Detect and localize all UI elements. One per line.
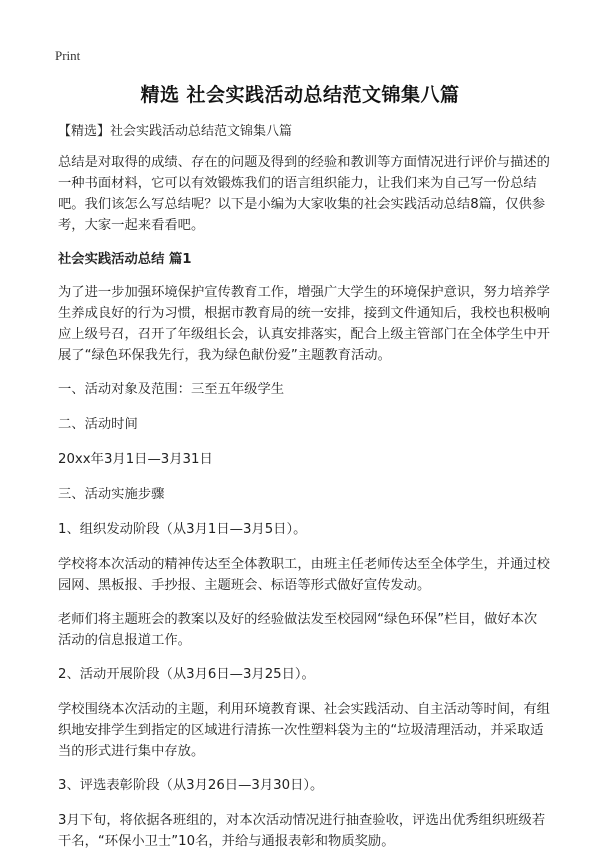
step-3: 3、评选表彰阶段（从3月26日—3月30日）。	[58, 778, 324, 793]
paragraph-5: 3月下旬，将依据各班组的，对本次活动情况进行抽查验收，评选出优秀组织班级若干名，“环保小卫士”10名，并给与通报表彰和物质奖励。	[58, 813, 546, 849]
item-activity-time: 二、活动时间	[58, 417, 138, 432]
step-2: 2、活动开展阶段（从3月6日—3月25日）。	[58, 667, 315, 682]
section-heading: 社会实践活动总结 篇1	[58, 252, 192, 267]
paragraph-3: 老师们将主题班会的教案以及好的经验做法发至校园网“绿色环保”栏目，做好本次活动的信息报道工作。	[58, 612, 538, 648]
paragraph-4: 学校围绕本次活动的主题，利用环境教育课、社会实践活动、自主活动等时间，有组织地安排学生到指定的区域进行清拣一次性塑料袋为主的“垃圾清理活动，并采取适当的形式进行集中存放。	[58, 702, 550, 759]
article-body	[58, 121, 550, 865]
step-1: 1、组织发动阶段（从3月1日—3月5日）。	[58, 522, 307, 537]
item-activity-steps: 三、活动实施步骤	[58, 487, 165, 502]
print-link[interactable]: Print	[55, 48, 81, 63]
intro-paragraph: 总结是对取得的成绩、存在的问题及得到的经验和教训等方面情况进行评价与描述的一种书面材料，它可以有效锻炼我们的语言组织能力，让我们来为自己写一份总结吧。我们该怎么写总结呢？以下是小编为大家收集的社会实践活动总结8篇，仅供参考，大家一起来看看吧。	[58, 155, 550, 233]
date-range: 20xx年3月1日—3月31日	[58, 452, 213, 467]
item-activity-scope: 一、活动对象及范围：三至五年级学生	[58, 382, 285, 397]
paragraph-1: 为了进一步加强环境保护宣传教育工作，增强广大学生的环境保护意识，努力培养学生养成良好的行为习惯，根据市教育局的统一安排，接到文件通知后，我校也积极响应上级号召，召开了年级组长会，认真安排落实，配合上级主管部门在全体学生中开展了“绿色环保我先行，我为绿色献份爱”主题教育活动。	[58, 285, 550, 363]
article-subtitle: 【精选】社会实践活动总结范文锦集八篇	[58, 124, 293, 139]
paragraph-2: 学校将本次活动的精神传达至全体教职工，由班主任老师传达至全体学生，并通过校园网、黑板报、手抄报、主题班会、标语等形式做好宣传发动。	[58, 557, 550, 593]
page-title: 精选 社会实践活动总结范文锦集八篇	[140, 84, 460, 106]
